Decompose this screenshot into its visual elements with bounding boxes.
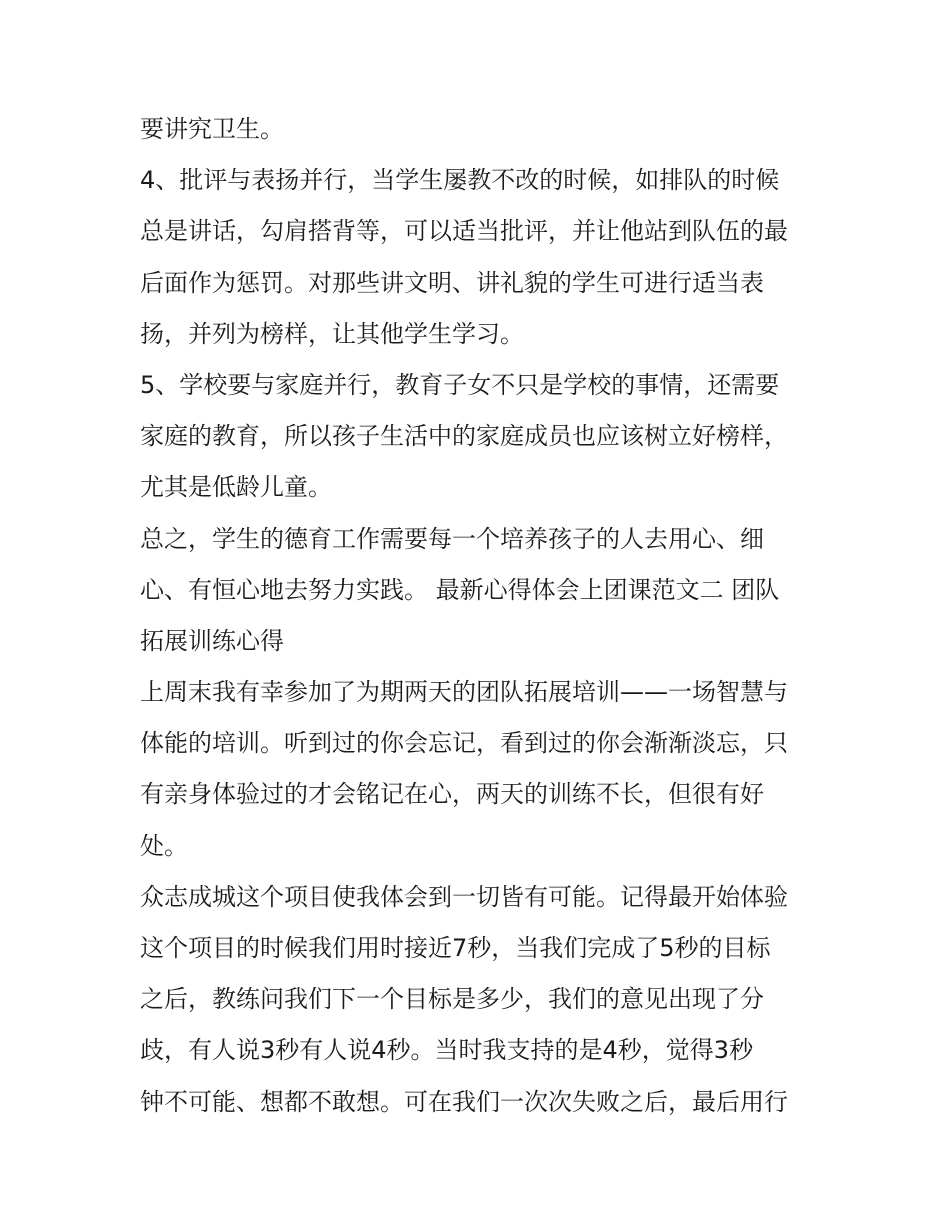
text-line: 尤其是低龄儿童。 [140,473,332,502]
text-line: 之后，教练问我们下一个目标是多少，我们的意见出现了分 [140,985,764,1014]
text-line: 总是讲话，勾肩搭背等，可以适当批评，并让他站到队伍的最 [140,217,788,246]
text-line: 体能的培训。听到过的你会忘记，看到过的你会渐渐淡忘，只 [140,729,788,758]
text-line: 处。 [140,831,188,860]
text-line: 拓展训练心得 [140,626,284,655]
text-line: 5、学校要与家庭并行，教育子女不只是学校的事情，还需要 [140,370,780,399]
text-line: 4、批评与表扬并行，当学生屡教不改的时候，如排队的时候 [140,166,780,195]
text-line: 心、有恒心地去努力实践。 最新心得体会上团课范文二 团队 [140,575,780,604]
text-line: 这个项目的时候我们用时接近7秒，当我们完成了5秒的目标 [140,934,771,962]
text-line: 上周末我有幸参加了为期两天的团队拓展培训——一场智慧与 [140,678,788,707]
text-line: 要讲究卫生。 [140,115,284,143]
text-line: 众志成城这个项目使我体会到一切皆有可能。记得最开始体验 [140,882,788,911]
text-line: 后面作为惩罚。对那些讲文明、讲礼貌的学生可进行适当表 [140,268,764,297]
text-line: 有亲身体验过的才会铭记在心，两天的训练不长，但很有好 [140,780,764,809]
document-body [140,104,820,1128]
text-line: 钟不可能、想都不敢想。可在我们一次次失败之后，最后用行 [140,1087,788,1116]
text-line: 歧，有人说3秒有人说4秒。当时我支持的是4秒，觉得3秒 [140,1036,754,1065]
text-line: 家庭的教育，所以孩子生活中的家庭成员也应该树立好榜样， [140,422,788,451]
text-line: 扬，并列为榜样，让其他学生学习。 [140,319,524,348]
text-line: 总之，学生的德育工作需要每一个培养孩子的人去用心、细 [140,524,764,553]
